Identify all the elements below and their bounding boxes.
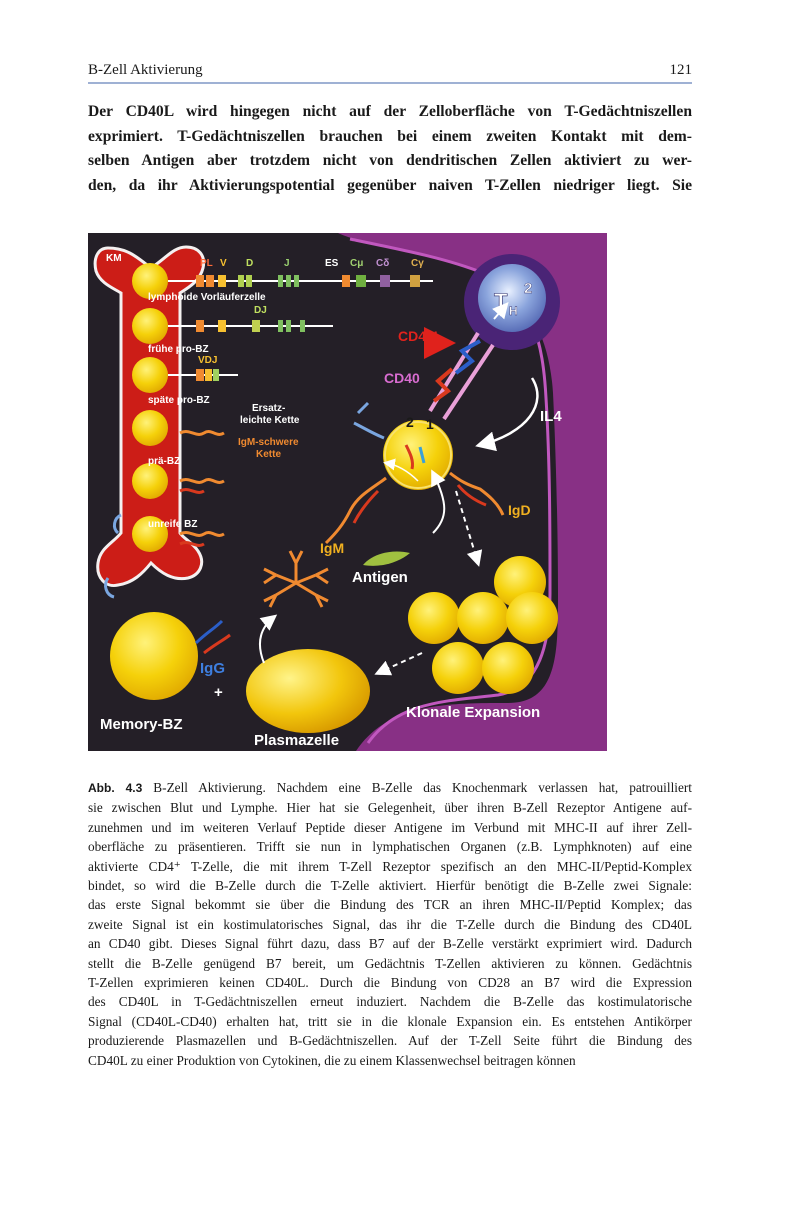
intro-line: den, da ihr Aktivierungspotential gegenüber naiven T-Zellen niedriger liegt. Sie: [88, 176, 692, 194]
gene-block: [196, 275, 204, 287]
running-head-title: B-Zell Aktivierung: [88, 62, 203, 78]
caption-line: sie zwischen Blut und Lymphe. Hier hat sie Gelegenheit, über ihren B-Zell Rezeptor Antigene auf-: [88, 800, 692, 816]
caption-line: stellt die B-Zelle genügend B7 bereit, um Gedächtnis T-Zellen aktivieren zu können. Gedächtnis: [88, 955, 692, 971]
intro-line: selben Antigen aber trotzdem nicht von dendritischen Zellen aktiviert zu wer-: [88, 152, 692, 169]
ersatz-label-1: Ersatz-: [252, 403, 286, 414]
klonal-label: Klonale Expansion: [406, 704, 541, 721]
stage-label: unreife BZ: [148, 519, 198, 530]
header-rule: [88, 82, 692, 84]
plasma-label: Plasmazelle: [254, 732, 340, 749]
gene-block: [286, 275, 291, 287]
gene-block: [356, 275, 366, 287]
caption-line: aktivierte CD4⁺ T-Zelle, die mit ihrem T-Zell Rezeptor spezifisch an den MHC-II/Peptid-Komplex: [88, 858, 692, 874]
th2-label-sub: H: [509, 304, 518, 318]
gene-block: [196, 320, 204, 332]
caption-line: zunehmen und im weiteren Verlauf Peptide dieser Antigene im Verbund mit MHC-II auf ihrer Zell-: [88, 819, 692, 835]
plasma-cell: [246, 649, 370, 733]
intro-line: Der CD40L wird hingegen nicht auf der Zelloberfläche von T-Gedächtniszellen: [88, 103, 692, 120]
gene-block: [218, 275, 226, 287]
gene-block: [294, 275, 299, 287]
igm-heavy-label-2: Kette: [256, 449, 282, 460]
caption-line: T-Zellen exprimieren keinen CD40L. Durch die Bindung von CD28 an B7 wird die Expression: [88, 975, 692, 991]
figure-illustration: [88, 233, 607, 751]
clone-cell: [482, 642, 534, 694]
clone-cell: [506, 592, 558, 644]
early-pro-b-cell: [132, 357, 168, 393]
cd40l-label: CD40L: [398, 328, 443, 344]
antigen-label: Antigen: [352, 569, 408, 586]
gene-block: [410, 275, 420, 287]
dj-label: DJ: [254, 305, 267, 316]
plus-label: +: [214, 684, 223, 701]
b-cell-central: [383, 420, 453, 490]
gene-block: [252, 320, 260, 332]
gene-block: [286, 320, 291, 332]
il4-label: IL4: [540, 408, 562, 425]
stage-label: späte pro-BZ: [148, 395, 210, 406]
caption-label: Abb. 4.3: [88, 781, 143, 795]
segment-cmu: Cμ: [350, 258, 364, 269]
caption-line: des CD40L in T-Gedächtniszellen erneut induziert. Nachdem die B-Zelle das kostimulatorische: [88, 994, 692, 1010]
segment-v: V: [220, 258, 227, 269]
signal-1-label: 1: [426, 416, 434, 432]
clone-cell: [432, 642, 484, 694]
running-head: [88, 62, 692, 84]
figure-b-cell-activation: [88, 233, 607, 751]
clone-cell: [457, 592, 509, 644]
memory-b-cell: [110, 612, 198, 700]
km-label: KM: [106, 253, 122, 264]
stage-label: lymphoide Vorläuferzelle: [148, 292, 266, 303]
igm-label: IgM: [320, 540, 345, 556]
page-number: 121: [669, 62, 692, 78]
segment-d: D: [246, 258, 254, 269]
caption-line: das erste Signal bekommt sie über die Bindung des TCR an ihren MHC-II/Peptid Komplex; das: [88, 897, 692, 913]
intro-line: exprimiert. T-Gedächtniszellen brauchen bei einem zweiten Kontakt mit dem-: [88, 127, 692, 145]
gene-block: [213, 369, 219, 381]
clone-cell: [408, 592, 460, 644]
gene-block: [196, 369, 204, 381]
caption-line: bindet, so wird die B-Zelle durch die T-Zelle aktiviert. Hierfür benötigt die B-Zelle zwei Signale:: [88, 878, 692, 894]
gene-block: [278, 320, 283, 332]
figure-caption: [88, 778, 692, 1070]
gene-block: [380, 275, 390, 287]
stage-label: frühe pro-BZ: [148, 344, 209, 355]
late-pro-b-cell: [132, 410, 168, 446]
vdj-label: VDJ: [198, 355, 218, 366]
igg-label: IgG: [200, 660, 225, 677]
pre-b-cell: [132, 463, 168, 499]
th2-label-sup: 2: [524, 280, 533, 297]
caption-line: zweite Signal ist ein kostimulatorisches Signal, das ihr die T-Zelle durch die Bindung des CD40L: [88, 916, 692, 932]
stage-label: prä-BZ: [148, 456, 181, 467]
gene-block: [205, 369, 212, 381]
gene-block: [278, 275, 283, 287]
caption-line-text: B-Zell Aktivierung. Nachdem eine B-Zelle das Knochenmark verlassen hat, patrouilliert: [142, 780, 692, 795]
caption-line: an CD40 gibt. Dieses Signal führt dazu, dass B7 auf der B-Zelle verstärkt exprimiert wird. Dadurch: [88, 936, 692, 952]
gene-block: [300, 320, 305, 332]
caption-line: Signal (CD40L-CD40) erhalten hat, tritt sie in die klonale Expansion ein. Es entstehen Antikörper: [88, 1013, 692, 1029]
gene-block: [218, 320, 226, 332]
igd-label: IgD: [508, 502, 531, 518]
igm-heavy-label-1: IgM-schwere: [238, 437, 299, 448]
ersatz-label-2: leichte Kette: [240, 415, 300, 426]
segment-cdelta: Cδ: [376, 258, 390, 269]
caption-line: produzierende Plasmazellen und B-Gedächtniszellen. Auf der T-Zell Seite führt die Bindung des: [88, 1033, 692, 1049]
caption-line: [88, 778, 692, 798]
gene-block: [342, 275, 350, 287]
segment-pl: PL: [200, 258, 213, 269]
gene-block: [238, 275, 244, 287]
caption-line: CD40L zu einer Produktion von Cytokinen, die zu einem Klassenwechsel beitragen können: [88, 1052, 576, 1068]
th2-cell-nucleus: [478, 264, 546, 332]
segment-cgamma: Cγ: [411, 258, 424, 269]
segment-j: J: [284, 258, 290, 269]
intro-paragraph: [88, 100, 692, 198]
cd40-label: CD40: [384, 370, 420, 386]
caption-line: oberfläche zu präsentieren. Trifft sie nun in lymphatischen Organen (z.B. Lymphknoten) auf eine: [88, 839, 692, 855]
gene-block: [206, 275, 214, 287]
th2-label-main: T: [494, 289, 508, 314]
signal-2-label: 2: [406, 414, 414, 430]
gene-block: [246, 275, 252, 287]
memory-label: Memory-BZ: [100, 716, 183, 733]
lymphoid-progenitor-cell: [132, 308, 168, 344]
segment-es: ES: [325, 258, 339, 269]
